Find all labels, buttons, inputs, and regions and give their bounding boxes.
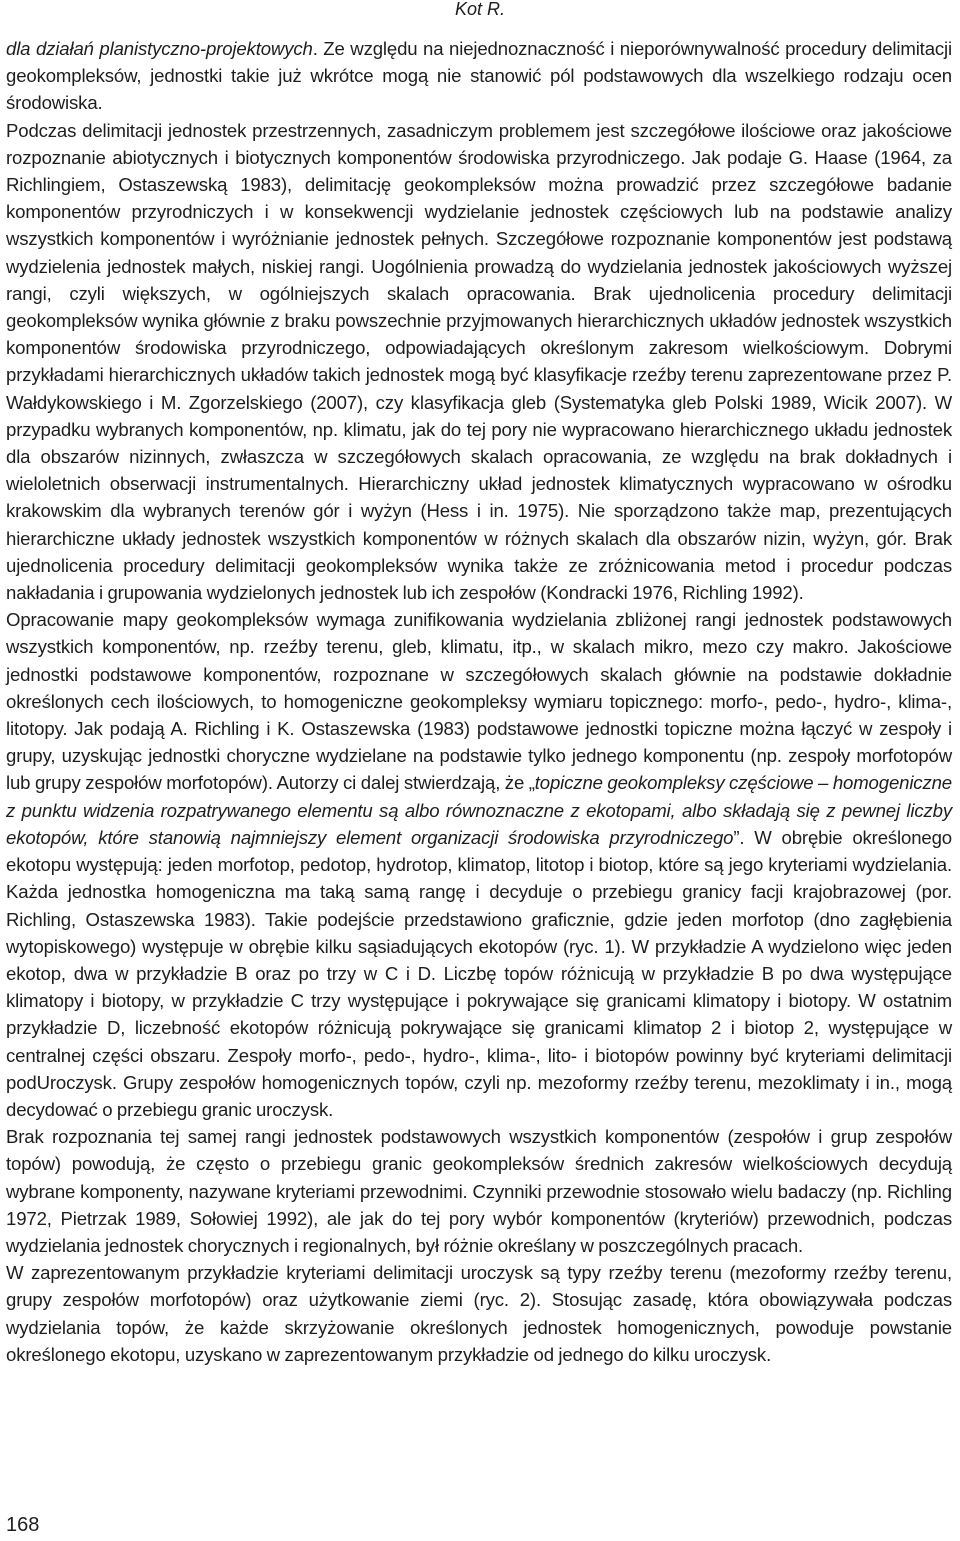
paragraph [6, 35, 952, 117]
paragraph [6, 1123, 952, 1259]
text-segment: Opracowanie mapy geokompleksów wymaga zunifikowania wydzielania zbliżonej rangi jednostek podstawowych wszystkich komponentów, np. rzeźby terenu, gleb, klimatu, itp., w skalach mikro, mezo czy makro. Jakościowe jednostki podstawowe komponentów, rozpoznane w szczegółowych skalach głównie na podstawie dokładnie określonych cech ilościowych, to homogeniczne geokompleksy wymiaru topicznego: morfo-, pedo-, hydro-, klima-, litotopy. Jak podają A. Richling i K. Ostaszewska (1983) podstawowe jednostki topiczne można łączyć w zespoły i grupy, uzyskując jednostki choryczne wydzielane na podstawie tylko jednego komponentu (np. zespoły morfotopów lub grupy zespołów morfotopów). Autorzy ci dalej stwierdzają, że „ [6, 609, 952, 794]
paragraph [6, 1259, 952, 1368]
body-text [6, 35, 952, 1368]
paragraph [6, 606, 952, 1123]
page-header [0, 0, 960, 24]
text-segment: Brak rozpoznania tej samej rangi jednostek podstawowych wszystkich komponentów (zespołów i grup zespołów topów) powodują, że często o przebiegu granic geokompleksów średnich zakresów wielkościowych decydują wybrane komponenty, nazywane kryteriami przewodnimi. Czynniki przewodnie stosowało wielu badaczy (np. Richling 1972, Pietrzak 1989, Sołowiej 1992), ale jak do tej pory wybór komponentów (kryteriów) przewodnich, podczas wydzielania jednostek chorycznych i regionalnych, był różnie określany w poszczególnych pracach. [6, 1126, 952, 1256]
text-segment: ”. W obrębie określonego ekotopu występują: jeden morfotop, pedotop, hydrotop, klimatop, litotop i biotop, które są jego kryteriami wydzielania. Każda jednostka homogeniczna ma taką samą rangę i decyduje o przebiegu granicy facji krajobrazowej (por. Richling, Ostaszewska 1983). Takie podejście przedstawiono graficznie, gdzie jeden morfotop (dno zagłębienia wytopiskowego) występuje w obrębie kilku sąsiadujących ekotopów (ryc. 1). W przykładzie A wydzielono więc jeden ekotop, dwa w przykładzie B oraz po trzy w C i D. Liczbę topów różnicują w przykładzie B po dwa występujące klimatopy i biotopy, w przykładzie C trzy występujące i pokrywające się granicami klimatopy i biotopy. W ostatnim przykładzie D, liczebność ekotopów różnicują pokrywające się granicami klimatop 2 i biotop 2, występujące w centralnej części obszaru. Zespoły morfo-, pedo-, hydro-, klima-, lito- i biotopów powinny być kryteriami delimitacji podUroczysk. Grupy zespołów homogenicznych topów, czyli np. mezoformy rzeźby terenu, mezoklimaty i in., mogą decydować o przebiegu granic uroczysk. [6, 826, 952, 1120]
text-segment: . Ze względu na niejednoznaczność i nieporównywalność procedury delimitacji geokompleksów, jednostki takie już wkrótce mogą nie stanowić pól podstawowych dla wszelkiego rodzaju ocen środowiska. [6, 38, 953, 114]
paragraph [6, 117, 952, 607]
text-segment: W zaprezentowanym przykładzie kryteriami delimitacji uroczysk są typy rzeźby terenu (mezoformy rzeźby terenu, grupy zespołów morfotopów) oraz użytkowanie ziemi (ryc. 2). Stosując zasadę, która obowiązywała podczas wydzielania topów, że każde skrzyżowanie określonych jednostek homogenicznych, powoduje powstanie określonego ekotopu, uzyskano w zaprezentowanym przykładzie od jednego do kilku uroczysk. [6, 1262, 952, 1365]
text-segment: Podczas delimitacji jednostek przestrzennych, zasadniczym problemem jest szczegółowe ilościowe oraz jakościowe rozpoznanie abiotycznych i biotycznych komponentów środowiska przyrodniczego. Jak podaje G. Haase (1964, za Richlingiem, Ostaszewską 1983), delimitację geokompleksów można prowadzić przez szczegółowe badanie komponentów przyrodniczych i w konsekwencji wydzielanie jednostek częściowych lub na podstawie analizy wszystkich komponentów i wyróżnianie jednostek pełnych. Szczegółowe rozpoznanie komponentów jest podstawą wydzielenia jednostek małych, niskiej rangi. Uogólnienia prowadzą do wydzielania jednostek jakościowych wyższej rangi, czyli większych, w ogólniejszych skalach opracowania. Brak ujednolicenia procedury delimitacji geokompleksów wynika głównie z braku powszechnie przyjmowanych hierarchicznych układów jednostek wszystkich komponentów środowiska przyrodniczego, odpowiadających określonym zakresom wielkościowym. Dobrymi przykładami hierarchicznych układów takich jednostek mogą być klasyfikacje rzeźby terenu zaprezentowane przez P. Wałdykowskiego i M. Zgorzelskiego (2007), czy klasyfikacja gleb (Systematyka gleb Polski 1989, Wicik 2007). W przypadku wybranych komponentów, np. klimatu, jak do tej pory nie wypracowano hierarchicznego układu jednostek dla obszarów nizinnych, zwłaszcza w szczegółowych skalach opracowania, ze względu na brak dokładnych i wieloletnich obserwacji instrumentalnych. Hierarchiczny układ jednostek klimatycznych wypracowano w ośrodku krakowskim dla wybranych terenów gór i wyżyn (Hess i in. 1975). Nie sporządzono także map, prezentujących hierarchiczne układy jednostek wszystkich komponentów w różnych skalach dla obszarów nizin, wyżyn, gór. Brak ujednolicenia procedury delimitacji geokompleksów wynika także ze zróżnicowania metod i procedur podczas nakładania i grupowania wydzielonych jednostek lub ich zespołów (Kondracki 1976, Richling 1992). [6, 119, 952, 604]
page-number: 168 [6, 1514, 40, 1536]
quotation-italic: topiczne geokompleksy częściowe – homogeniczne z punktu widzenia rozpatrywanego elementu są albo równoznaczne z ekotopami, albo składają się z pewnej liczby ekotopów, które stanowią najmniejszy element organizacji środowiska przyrodniczego [6, 772, 952, 848]
running-head-author: Kot R. [455, 0, 506, 19]
text-segment: dla działań planistyczno-projektowych [6, 38, 313, 59]
